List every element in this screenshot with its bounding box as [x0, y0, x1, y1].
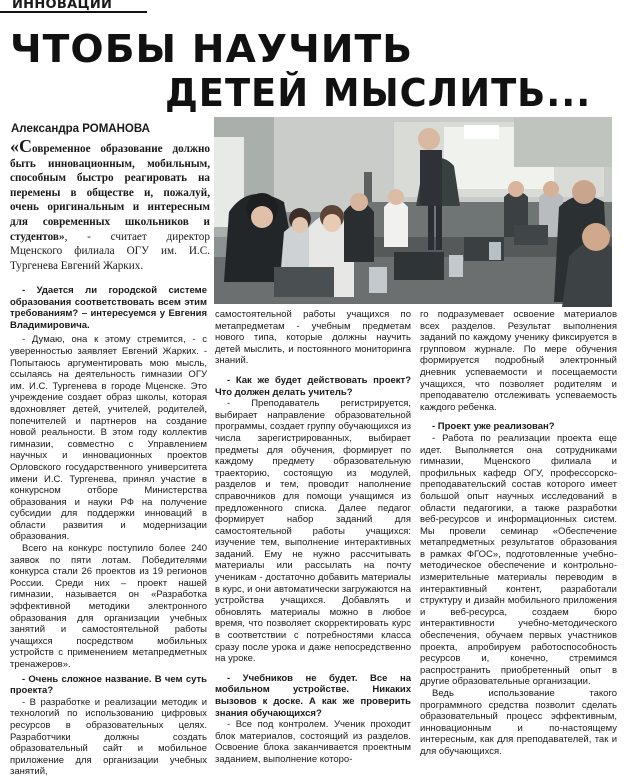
article-column-2: [215, 309, 411, 766]
interview-question: - Учебников не будет. Все на мобильном устройстве. Никаких вызовов к доске. А как же проверить знания обучающихся?: [215, 672, 411, 719]
interview-answer: - В разработке и реализации методик и технологий по использованию цифровых ресурсов в образовательных целях. Разработчики должны создать образовательный сайт и мобильное приложение для организации учебных занятий,: [10, 696, 207, 778]
article-photo: [214, 117, 612, 304]
body-paragraph: Всего на конкурс поступило более 240 заявок по пяти лотам. Победителями конкурса стали 26 проектов из 19 регионов России. Среди них – проект нашей гимназии, называется он «Разработка эффективной методики электронного образования для организации учебных занятий и самостоятельной работы учащихся посредством мобильных устройств с применением метапредметных тренажеров».: [10, 543, 207, 670]
interview-answer: - Все под контролем. Ученик проходит блок материалов, состоящий из разделов. Освоение блока заканчивается проектным заданием, выполнение которо-: [215, 719, 411, 765]
body-paragraph: Ведь использование такого программного средства позволит сделать образовательный процесс эффективным, инновационным и по-настоящему интересным, как для преподавателей, так и для обучающихся.: [420, 688, 617, 757]
rubric-label: ИННОВАЦИИ: [12, 0, 113, 12]
interview-answer: - Преподаватель регистрируется, выбирает направление образовательной программы, создает группу обучающихся из числа зарегистрированных, выбирает предметы для обучения, формирует по каждому предмету образовательную траекторию, состоящую из модулей, разделов и тем, проводит наполнение справочников для помощи учащимся из предложенного списка. Далее педагог формирует набор заданий для самостоятельной работы учащихся: изучение тем, выполнение интерактивных заданий. Ему не нужно рассчитывать материалы или рассылать на почту ученикам - достаточно добавить материалы в курс, и они автоматически загружаются на устройства учащихся. Добавлять и обновлять материалы можно в любое время, что позволяет скорректировать курс в соответствии с потребностями класса сразу после урока и даже непосредственно на уроке.: [215, 398, 411, 665]
seminar-photo: [214, 117, 612, 304]
interview-answer: - Работа по реализации проекта еще идет. Выполняется она сотрудниками гимназии, Мценского филиала и профильных кафедр ОГУ, профессорско-преподавательский состав которого имеет большой опыт научных исследований в области педагогики, а также разработки веб-ресурсов и информационных систем. Мы провели семинар «Обеспечение метапредметных результатов образования в рамках ФГОС», подготовленные учебно-методическое обеспечение и контрольно-измерительные материалы переводим в интерактивный контент, разработали структуру и дизайн мобильного приложения и веб-ресурса, создаем бюро интерактивности учебно-методического обеспечения, обучаем первых участников проекта, апробируем работоспособность ресурсов и, конечно, стремимся распространить приобретенный опыт в другие образовательные организации.: [420, 432, 617, 688]
interview-answer: - Думаю, она к этому стремится, - с уверенностью заявляет Евгений Жарких. - Попытаюсь аргументировать мою мысль, ссылаясь на деятельность гимназии ОГУ им. И.С. Тургенева в городе Мценске. Это учреждение создает образ школы, которая вдохновляет детей, учителей, родителей, попечителей и партнеров на создание новой реальности. В этом году коллектив гимназии, совместно с Управлением научных и инновационных проектов Орловского государственного университета имени И.С. Тургенева, принял участие в конкурсном отборе Министерства образования и науки РФ на получение субсидии для поддержки инноваций в области развития и модернизации образования.: [10, 334, 207, 543]
article-column-3: [420, 309, 617, 758]
quote-attribution: , - считает директор Мценского филиала ОГУ им. И.С. Тургенева Евгений Жарких.: [10, 230, 210, 272]
body-paragraph: го подразумевает освоение материалов всех разделов. Результат выполнения заданий по каждому ученику фиксируется в групповом журнале. По мере обучения формируется подробный электронный дневник успеваемости и посещаемости учащихся, что позволяет родителям и преподавателю отслеживать успеваемость каждого ребенка.: [420, 309, 617, 413]
headline-line-1: ЧТОБЫ НАУЧИТЬ: [10, 27, 414, 71]
interview-question: - Как же будет действовать проект? Что должен делать учитель?: [215, 374, 411, 398]
article-column-1: [10, 285, 207, 778]
interview-question: - Очень сложное название. В чем суть проекта?: [10, 673, 207, 697]
body-paragraph: самостоятельной работы учащихся по метапредметам - учебным предметам нового типа, которые должны научить детей мыслить, и постоянного мониторинга знаний.: [215, 309, 411, 367]
author-byline: Александра РОМАНОВА: [11, 123, 150, 135]
quote-text: овременное образование должно быть инновационным, мобильным, способным быстро реагировать на перемены в обществе и, пожалуй, очень оригинальным и интересным для современных школьников и студентов»: [10, 143, 210, 243]
interview-question: - Удается ли городской системе образования соответствовать всем этим требованиям? – интересуемся у Евгения Владимировича.: [10, 285, 207, 331]
lead-quote: [10, 136, 210, 273]
quote-opening: «С: [10, 136, 32, 156]
section-rubric: [0, 0, 147, 13]
interview-question: - Проект уже реализован?: [432, 421, 555, 433]
headline-line-2: ДЕТЕЙ МЫСЛИТЬ...: [165, 71, 592, 115]
